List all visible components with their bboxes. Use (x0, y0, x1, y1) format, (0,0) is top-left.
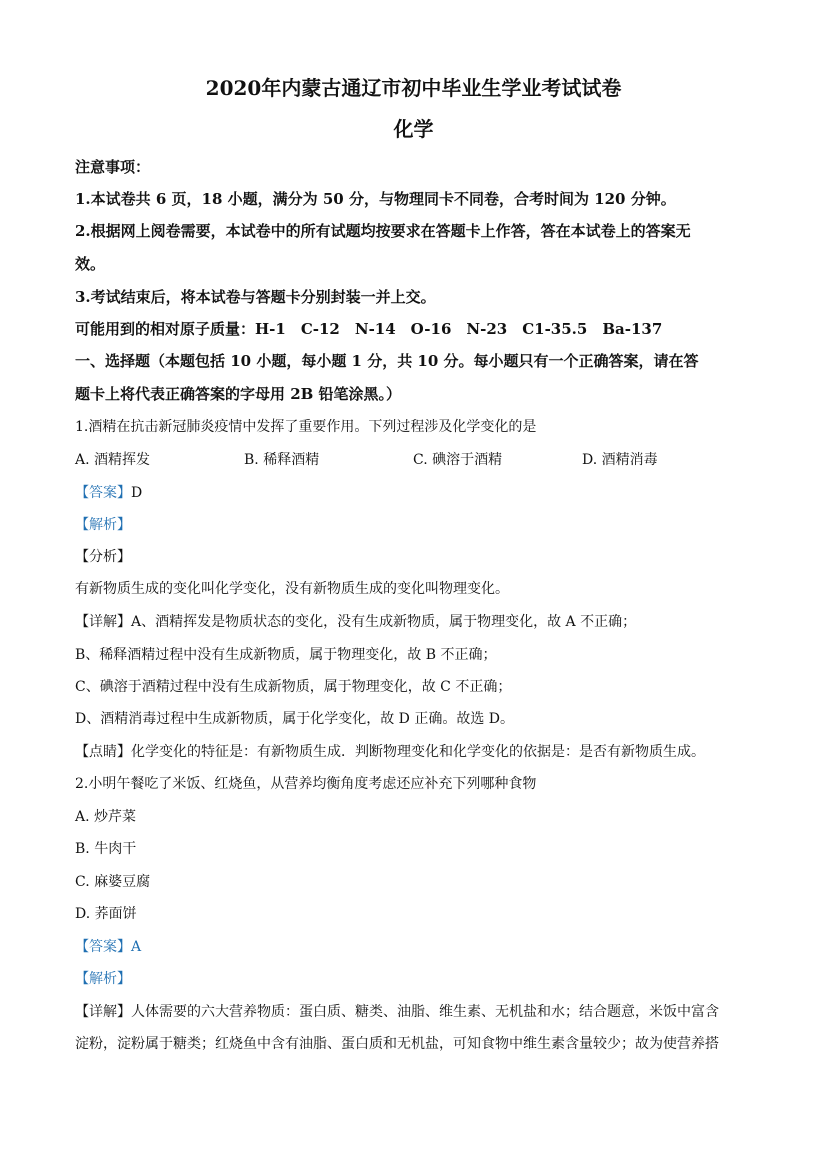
q2-option-a: A. 炒芹菜 (75, 809, 137, 825)
q1-stem: 1.酒精在抗击新冠肺炎疫情中发挥了重要作用。下列过程涉及化学变化的是 (75, 419, 537, 435)
detail-tag: 【详解】 (75, 614, 131, 630)
notice-item-3: 3.考试结束后，将本试卷与答题卡分别封装一并上交。 (75, 288, 436, 306)
q1-fenxi: 有新物质生成的变化叫化学变化，没有新物质生成的变化叫物理变化。 (75, 581, 509, 597)
q1-analysis-tag (75, 516, 752, 534)
q1-option-a: A. 酒精挥发 (75, 452, 151, 468)
q2-option-b: B. 牛肉干 (75, 841, 137, 857)
q1-answer (75, 484, 752, 502)
analysis-tag: 【解析】 (75, 517, 131, 533)
q1-detail-b: B、稀释酒精过程中没有生成新物质，属于物理变化，故 B 不正确； (75, 647, 497, 663)
q1-fenxi-tag: 【分析】 (75, 549, 131, 565)
q1-option-c: C. 碘溶于酒精 (413, 452, 503, 468)
atomic-mass-line: 可能用到的相对原子质量：H-1 C-12 N-14 O-16 N-23 C1-35.5 Ba-137 (75, 320, 663, 338)
q2-analysis-tag (75, 970, 752, 988)
q1-detail-a (75, 613, 752, 631)
q1-option-b: B. 稀释酒精 (244, 452, 320, 468)
answer-tag: 【答案】 (75, 939, 131, 955)
answer-value: A (131, 939, 142, 955)
detail-text: A、酒精挥发是物质状态的变化，没有生成新物质，属于物理变化，故 A 不正确； (131, 614, 637, 630)
answer-value: D (131, 485, 143, 501)
section-heading: 一、选择题（本题包括 10 小题，每小题 1 分，共 10 分。每小题只有一个正确答案，请在答 (75, 352, 699, 370)
detail-tag: 【详解】 (75, 1004, 131, 1020)
q2-option-c: C. 麻婆豆腐 (75, 874, 151, 890)
answer-tag: 【答案】 (75, 485, 131, 501)
comment-text: 化学变化的特征是：有新物质生成．判断物理变化和化学变化的依据是：是否有新物质生成。 (131, 744, 705, 760)
q1-option-d: D. 酒精消毒 (582, 452, 658, 468)
subject-title: 化学 (393, 117, 434, 141)
notice-item-2: 2.根据网上阅卷需要，本试卷中的所有试题均按要求在答题卡上作答，答在本试卷上的答案无 (75, 222, 691, 240)
q1-comment (75, 743, 752, 761)
notice-item-2-cont: 效。 (75, 255, 106, 273)
q1-detail-c: C、碘溶于酒精过程中没有生成新物质，属于物理变化，故 C 不正确； (75, 679, 512, 695)
q2-detail-a (75, 1003, 752, 1021)
q2-detail-b: 淀粉，淀粉属于糖类；红烧鱼中含有油脂、蛋白质和无机盐，可知食物中维生素含量较少；故为使营养搭 (75, 1036, 719, 1052)
notice-item-1: 1.本试卷共 6 页，18 小题，满分为 50 分，与物理同卡不同卷，合考时间为 120 分钟。 (75, 190, 676, 208)
section-heading-cont: 题卡上将代表正确答案的字母用 2B 铅笔涂黑。） (75, 385, 402, 403)
q2-answer (75, 938, 752, 956)
detail-text: 人体需要的六大营养物质：蛋白质、糖类、油脂、维生素、无机盐和水；结合题意，米饭中富含 (131, 1004, 719, 1020)
comment-tag: 【点睛】 (75, 744, 131, 760)
q1-detail-d: D、酒精消毒过程中生成新物质，属于化学变化，故 D 正确。故选 D。 (75, 711, 515, 727)
page-title: 2020年内蒙古通辽市初中毕业生学业考试试卷 (205, 76, 622, 100)
notice-heading: 注意事项： (75, 158, 151, 176)
analysis-tag: 【解析】 (75, 971, 131, 987)
q2-option-d: D. 荞面饼 (75, 906, 137, 922)
q2-stem: 2.小明午餐吃了米饭、红烧鱼，从营养均衡角度考虑还应补充下列哪种食物 (75, 776, 537, 792)
